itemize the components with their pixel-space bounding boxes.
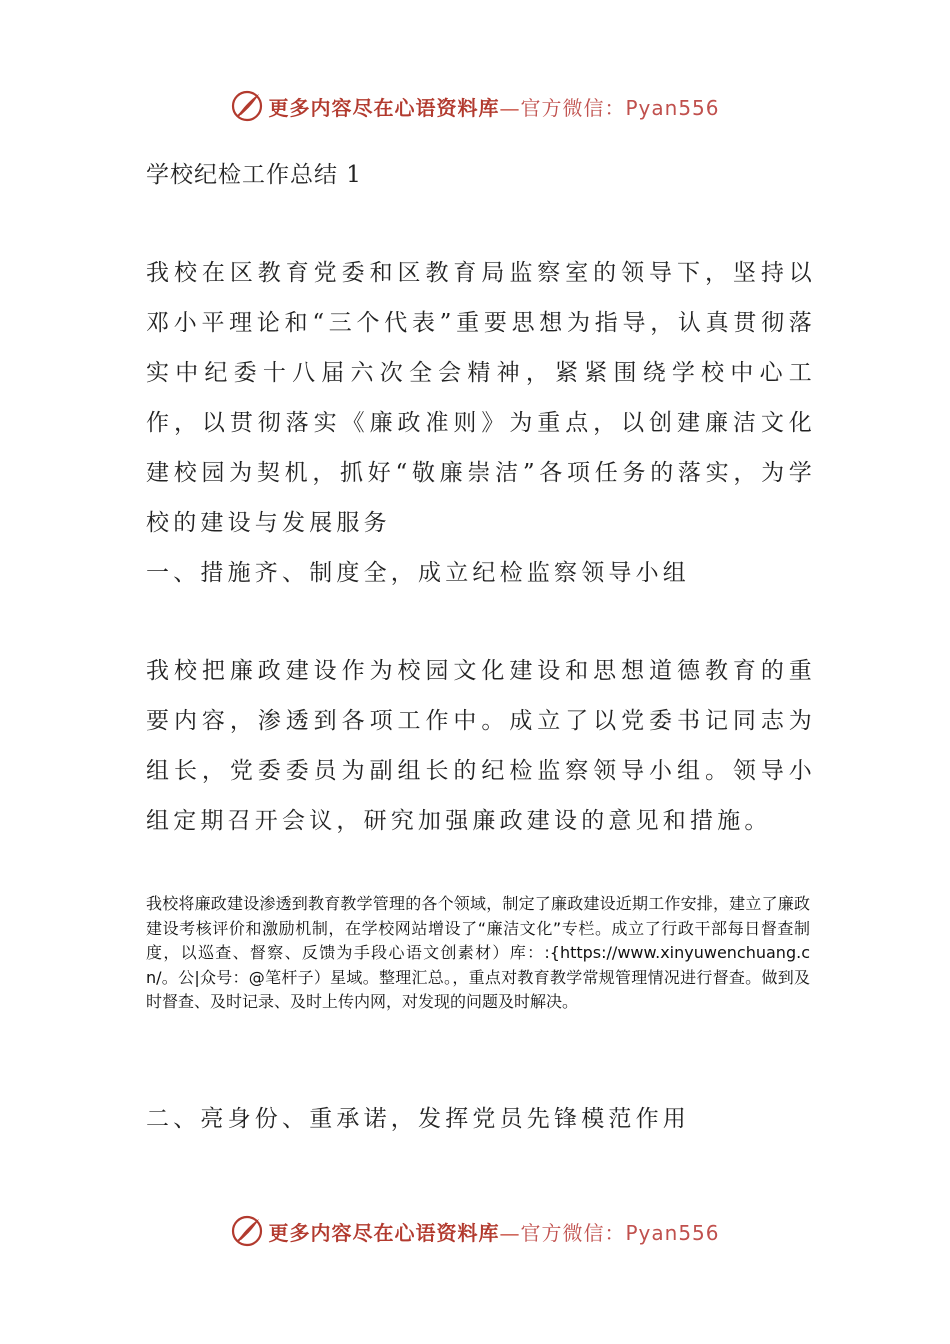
- banner-brand: 更多内容尽在心语资料库: [268, 95, 500, 120]
- banner-brand: 更多内容尽在心语资料库: [268, 1220, 500, 1245]
- banner-wechat-label: 官方微信：: [520, 95, 626, 120]
- banner-wechat-id: Pyan556: [625, 1220, 720, 1245]
- paragraph-intro: 我校在区教育党委和区教育局监察室的领导下，坚持以邓小平理论和“三个代表”重要思想为指导，认真贯彻落实中纪委十八届六次全会精神，紧紧围绕学校中心工作，以贯彻落实《廉政准则》为重点，以创建廉洁文化建校园为契机，抓好“敬廉崇洁”各项任务的落实，为学校的建设与发展服务: [146, 260, 816, 536]
- quill-pen-logo-icon: [230, 1214, 264, 1248]
- paragraph-supervision: 我校将廉政建设渗透到教育教学管理的各个领域，制定了廉政建设近期工作安排，建立了廉政建设考核评价和激励机制，在学校网站增设了“廉洁文化”专栏。成立了行政干部每日督查制度，以巡查、督察、反馈为手段心语文创素材）库：:{https://www.xinyuwenchuang.cn/。公|众号：@笔杆子）星域。整理汇总。，重点对教育教学常规管理情况进行督查。做到及时督查、及时记录、及时上传内网，对发现的问题及时解决。: [146, 894, 810, 1011]
- banner-dash: —: [499, 95, 521, 120]
- footer-banner: [0, 1209, 950, 1253]
- header-banner: [0, 84, 950, 128]
- section-heading-1: 一、措施齐、制度全，成立纪检监察领导小组: [146, 560, 690, 586]
- banner-wechat-id: Pyan556: [625, 95, 720, 120]
- banner-dash: —: [499, 1220, 521, 1245]
- section-heading-2: 二、亮身份、重承诺，发挥党员先锋模范作用: [146, 1106, 690, 1132]
- document-title: 学校纪检工作总结 1: [146, 162, 362, 188]
- quill-pen-logo-icon: [230, 89, 264, 123]
- paragraph-leadership-group: 我校把廉政建设作为校园文化建设和思想道德教育的重要内容，渗透到各项工作中。成立了以党委书记同志为组长，党委委员为副组长的纪检监察领导小组。领导小组定期召开会议，研究加强廉政建设的意见和措施。: [146, 658, 816, 834]
- banner-wechat-label: 官方微信：: [520, 1220, 626, 1245]
- banner-text: [268, 1217, 719, 1246]
- banner-text: [268, 92, 719, 121]
